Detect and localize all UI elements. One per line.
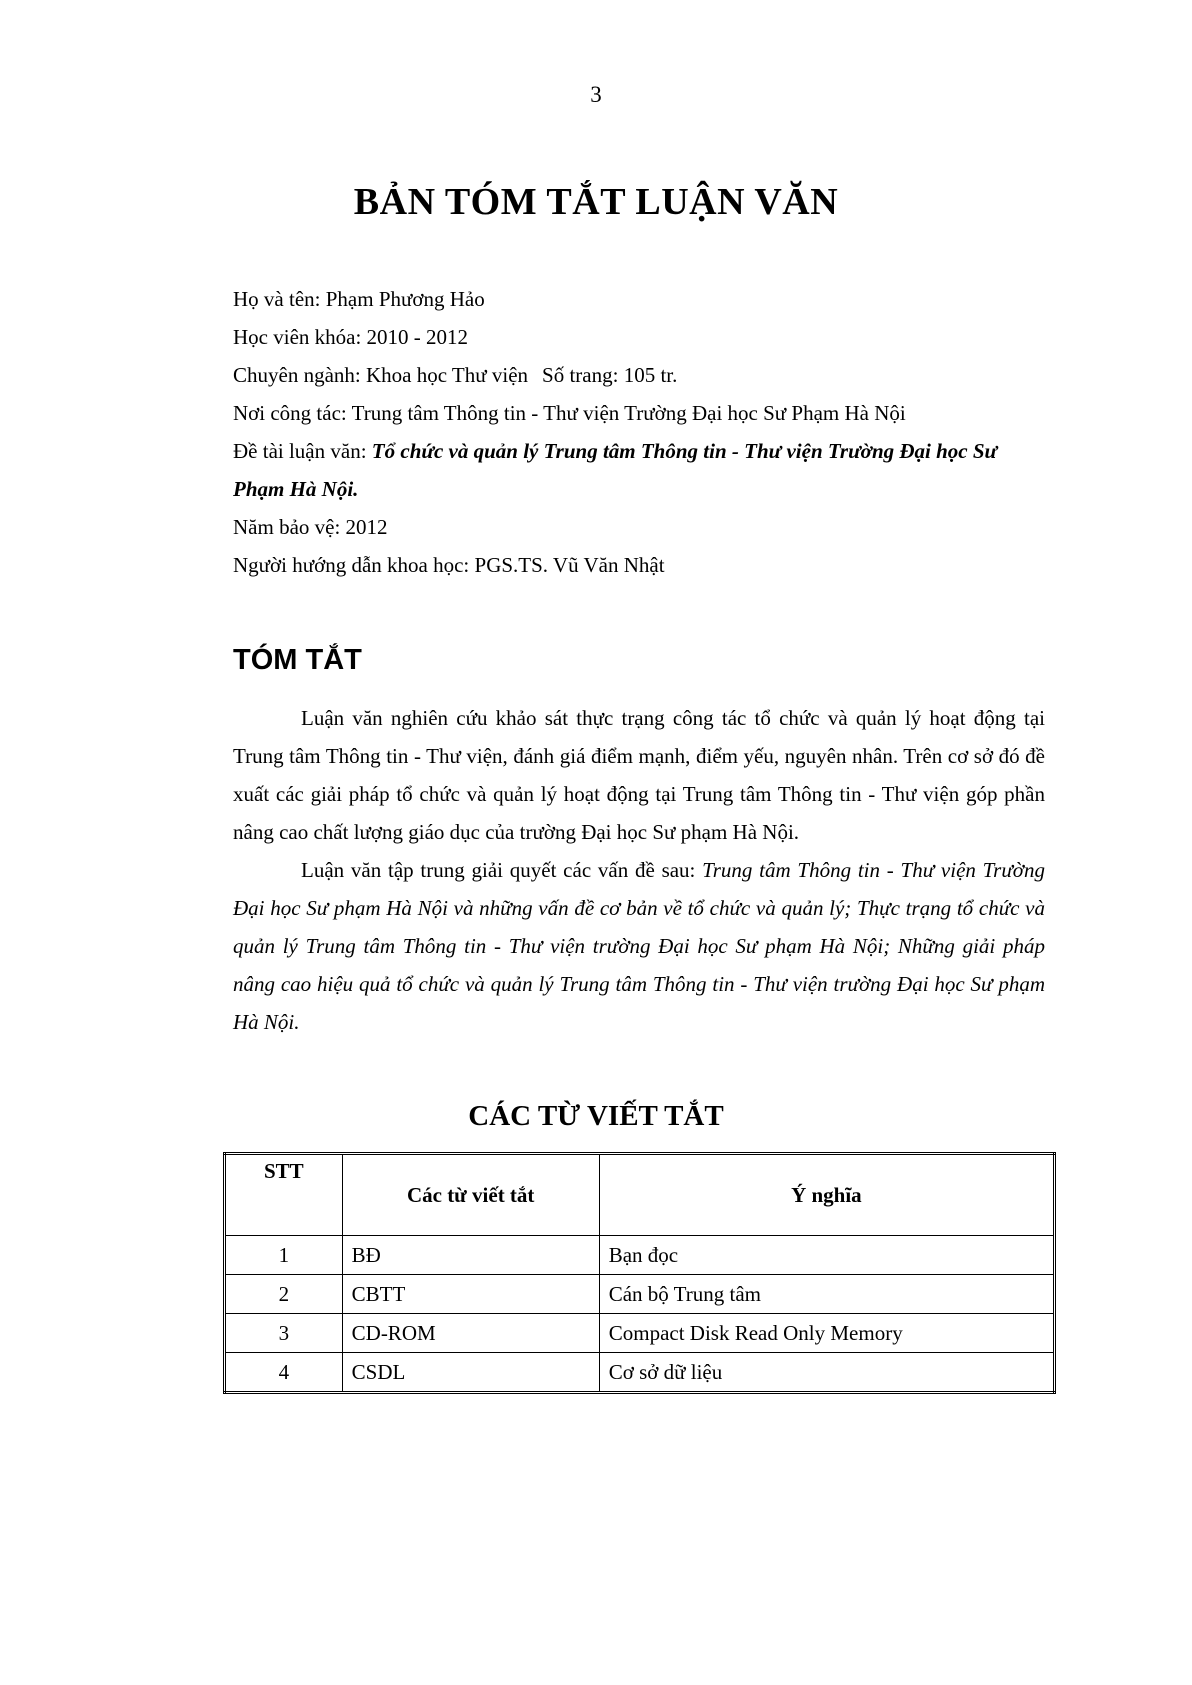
row-abbreviation: CD-ROM bbox=[342, 1314, 599, 1353]
abbreviations-table bbox=[223, 1152, 1056, 1394]
info-major-value: Khoa học Thư viện bbox=[365, 363, 529, 387]
summary-paragraph-2 bbox=[233, 851, 1045, 1041]
row-number: 4 bbox=[225, 1353, 343, 1393]
info-name-label: Họ và tên: bbox=[233, 287, 326, 311]
row-abbreviation: CSDL bbox=[342, 1353, 599, 1393]
info-workplace-value: Trung tâm Thông tin - Thư viện Trường Đại học Sư Phạm Hà Nội bbox=[351, 401, 906, 425]
info-pages-value: 105 tr. bbox=[623, 363, 678, 387]
header-stt: STT bbox=[225, 1154, 343, 1236]
row-number: 1 bbox=[225, 1236, 343, 1275]
table-row bbox=[225, 1314, 1055, 1353]
header-meaning: Ý nghĩa bbox=[599, 1154, 1054, 1236]
info-course-value: 2010 - 2012 bbox=[366, 325, 469, 349]
info-year-value: 2012 bbox=[345, 515, 388, 539]
info-advisor-label: Người hướng dẫn khoa học: bbox=[233, 553, 475, 577]
row-meaning: Bạn đọc bbox=[599, 1236, 1054, 1275]
info-pages-label: Số trang: bbox=[542, 363, 624, 387]
summary-paragraph-1: Luận văn nghiên cứu khảo sát thực trạng công tác tổ chức và quản lý hoạt động tại Trung tâm Thông tin - Thư viện, đánh giá điểm mạnh, điểm yếu, nguyên nhân. Trên cơ sở đó đề xuất các giải pháp tổ chức và quản lý hoạt động tại Trung tâm Thông tin - Thư viện góp phần nâng cao chất lượng giáo dục của trường Đại học Sư phạm Hà Nội. bbox=[233, 706, 1045, 844]
info-topic-label: Đề tài luận văn: bbox=[233, 439, 372, 463]
abbreviations-heading: CÁC TỪ VIẾT TẮT bbox=[468, 1100, 724, 1132]
info-course bbox=[233, 318, 1045, 356]
summary-paragraph-2-intro: Luận văn tập trung giải quyết các vấn đề sau: bbox=[301, 858, 703, 882]
info-course-label: Học viên khóa: bbox=[233, 325, 367, 349]
info-name bbox=[233, 280, 1045, 318]
info-advisor bbox=[233, 546, 1045, 584]
row-meaning: Compact Disk Read Only Memory bbox=[599, 1314, 1054, 1353]
summary-paragraph-2-topics: Trung tâm Thông tin - Thư viện Trường Đại học Sư phạm Hà Nội và những vấn đề cơ bản về tổ chức và quản lý; Thực trạng tổ chức và quản lý Trung tâm Thông tin - Thư viện trường Đại học Sư phạm Hà Nội; Những giải pháp nâng cao hiệu quả tổ chức và quản lý Trung tâm Thông tin - Thư viện trường Đại học Sư phạm Hà Nội. bbox=[233, 858, 1046, 1034]
page-number: 3 bbox=[590, 82, 602, 107]
info-topic bbox=[233, 432, 1045, 508]
table-row bbox=[225, 1275, 1055, 1314]
row-number: 2 bbox=[225, 1275, 343, 1314]
info-workplace-label: Nơi công tác: bbox=[233, 401, 352, 425]
row-abbreviation: BĐ bbox=[342, 1236, 599, 1275]
row-meaning: Cơ sở dữ liệu bbox=[599, 1353, 1054, 1393]
info-advisor-value: PGS.TS. Vũ Văn Nhật bbox=[474, 553, 665, 577]
table-row bbox=[225, 1236, 1055, 1275]
info-major-label: Chuyên ngành: bbox=[233, 363, 366, 387]
header-abbreviation: Các từ viết tắt bbox=[342, 1154, 599, 1236]
summary-body bbox=[233, 699, 1045, 1041]
row-abbreviation: CBTT bbox=[342, 1275, 599, 1314]
info-major bbox=[233, 356, 1045, 394]
table-row bbox=[225, 1353, 1055, 1393]
info-year bbox=[233, 508, 1045, 546]
summary-heading: TÓM TẮT bbox=[233, 644, 362, 676]
info-topic-value: Tổ chức và quản lý Trung tâm Thông tin - Thư viện Trường Đại học Sư Phạm Hà Nội. bbox=[233, 439, 998, 501]
row-meaning: Cán bộ Trung tâm bbox=[599, 1275, 1054, 1314]
table-header-row bbox=[225, 1154, 1055, 1236]
info-name-value: Phạm Phương Hảo bbox=[325, 287, 485, 311]
info-year-label: Năm bảo vệ: bbox=[233, 515, 346, 539]
info-workplace bbox=[233, 394, 1045, 432]
document-title: BẢN TÓM TẮT LUẬN VĂN bbox=[353, 181, 839, 223]
thesis-info bbox=[233, 280, 1045, 584]
row-number: 3 bbox=[225, 1314, 343, 1353]
